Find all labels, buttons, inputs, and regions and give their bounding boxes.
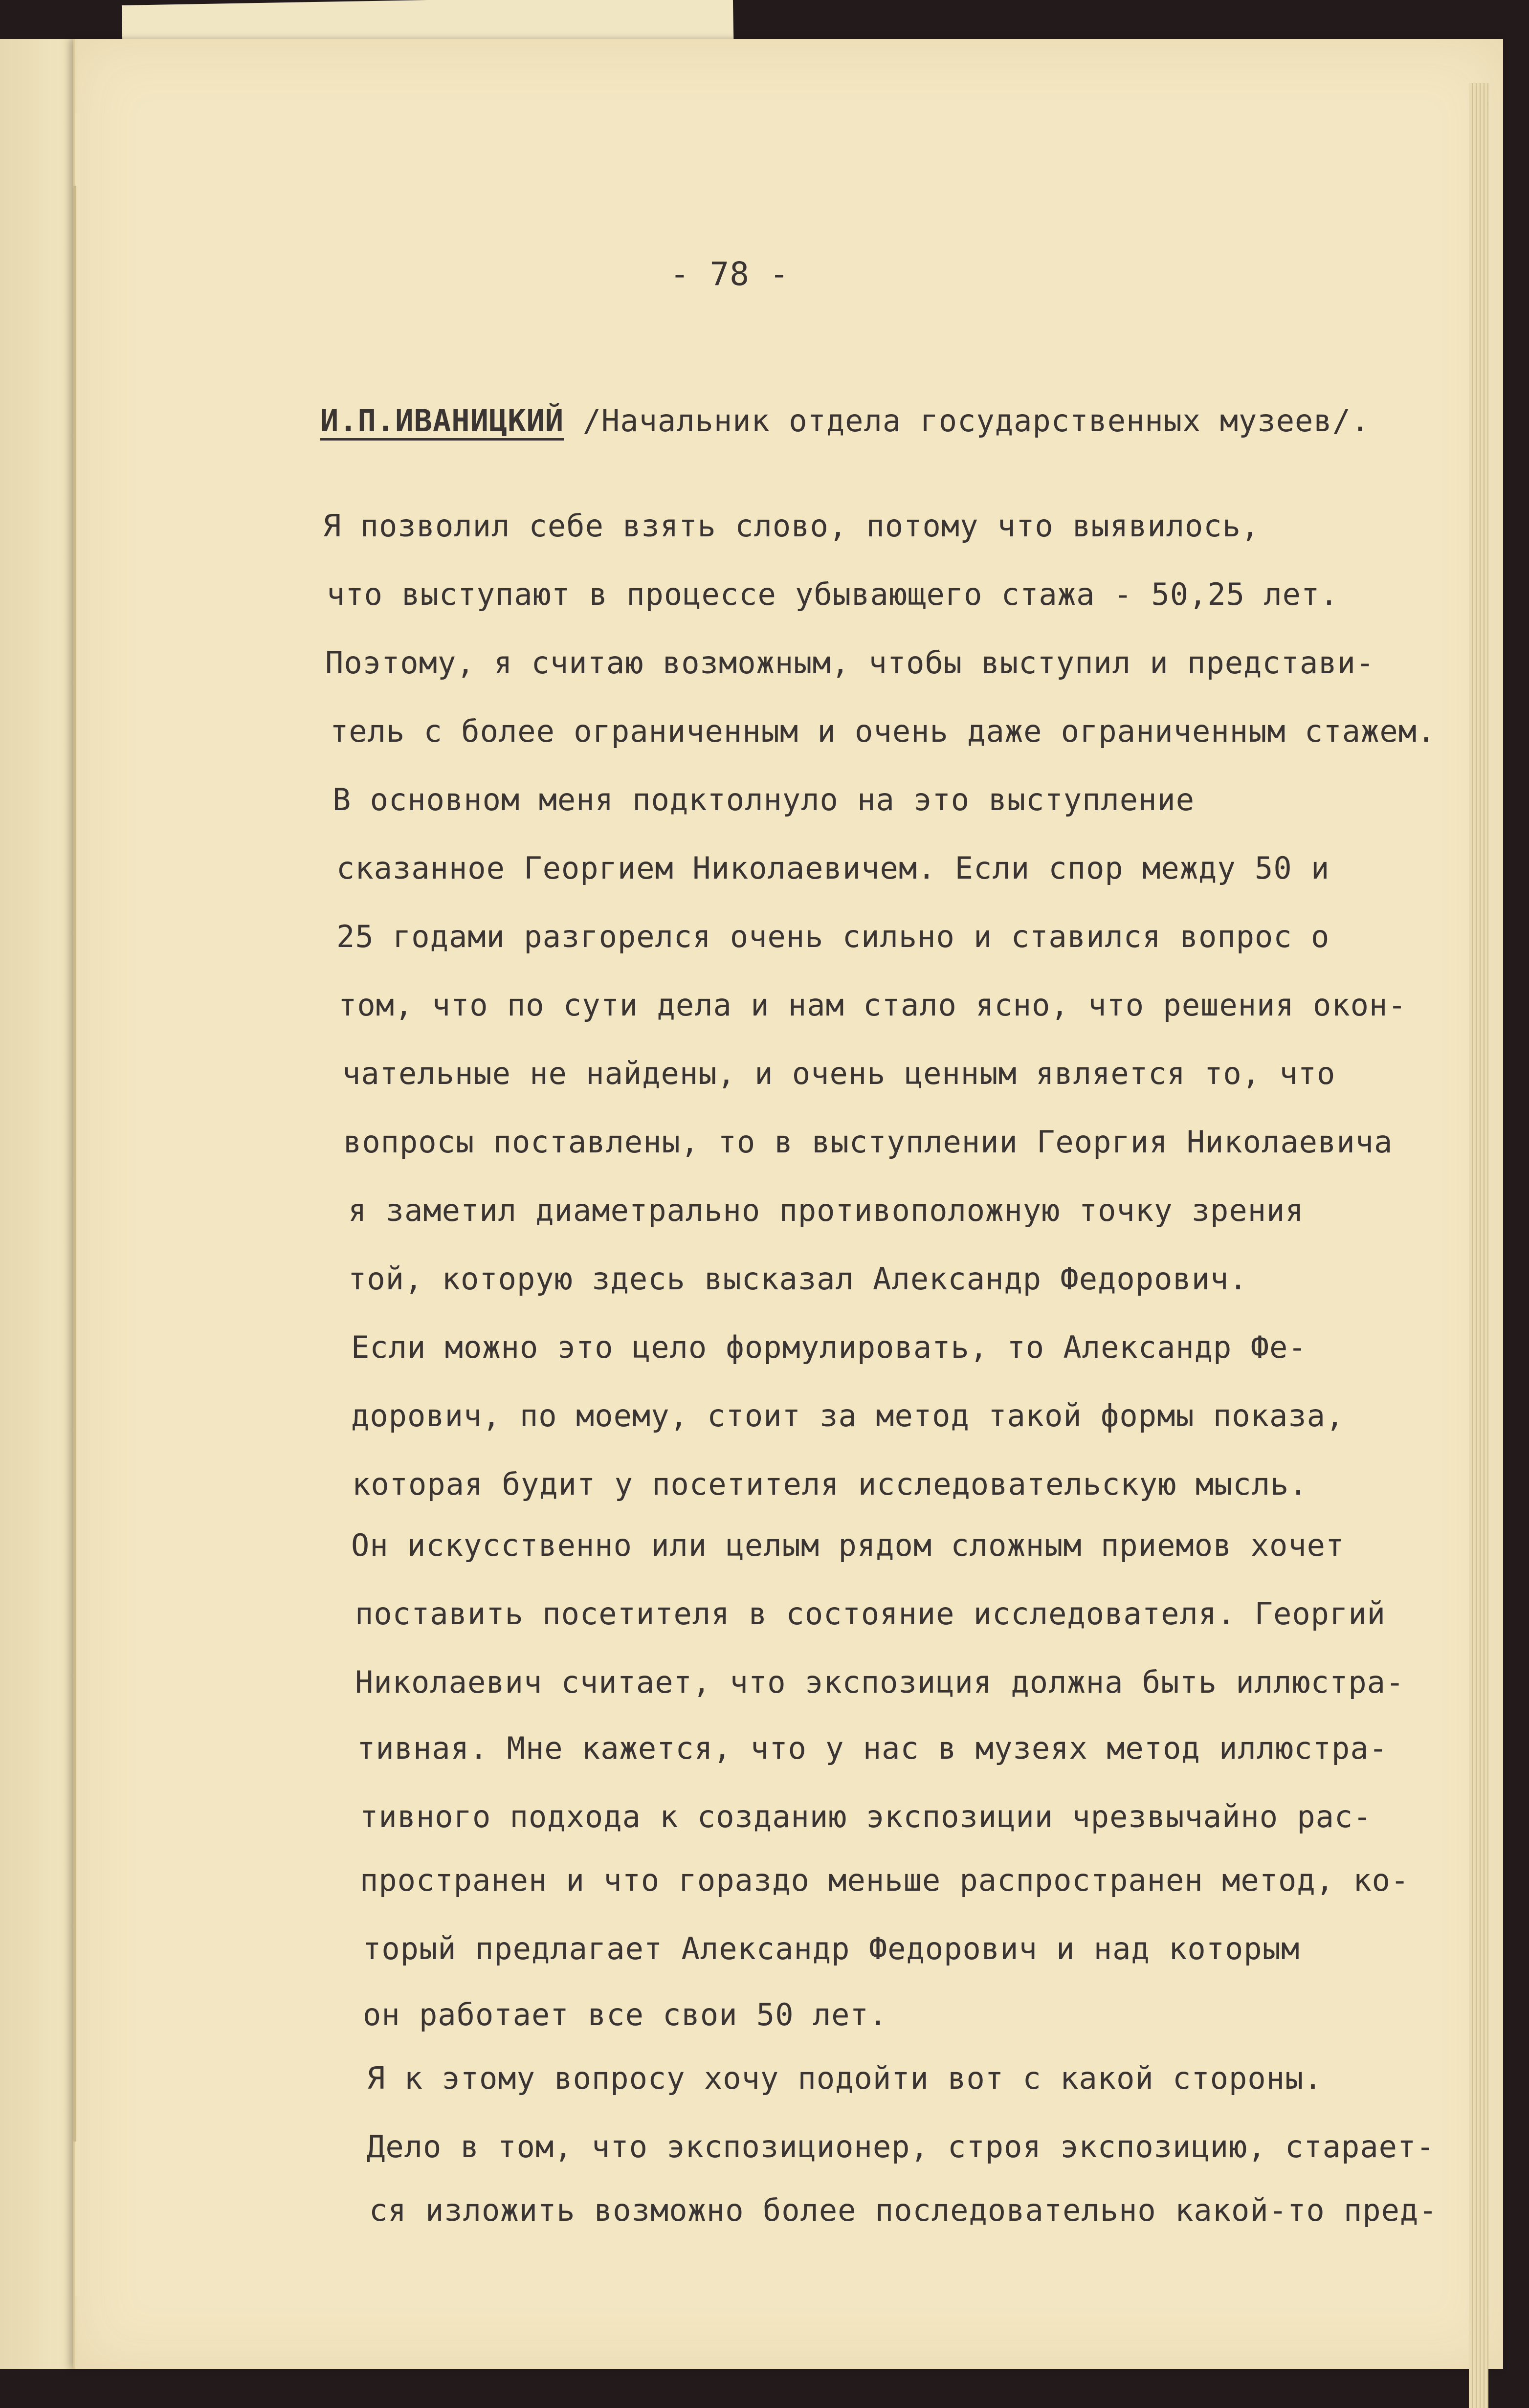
text-line-1: Я позволил себе взять слово, потому что выявилось, xyxy=(323,508,1260,544)
speaker-title: /Начальник отдела государственных музеев/. xyxy=(564,403,1370,439)
text-line-14: дорович, по моему, стоит за метод такой формы показа, xyxy=(351,1398,1345,1434)
text-line-16: Он искусственно или целым рядом сложным приемов хочет xyxy=(351,1527,1345,1563)
text-line-5: В основном меня подктолнуло на это выступление xyxy=(332,782,1195,817)
text-line-20: тивного подхода к созданию экспозиции чрезвычайно рас- xyxy=(360,1799,1372,1834)
text-line-12: той, которую здесь высказал Александр Федорович. xyxy=(348,1261,1248,1297)
speaker-name: И.П.ИВАНИЦКИЙ xyxy=(320,403,564,439)
text-line-17: поставить посетителя в состояние исследователя. Георгий xyxy=(355,1596,1386,1632)
text-line-9: чательные не найдены, и очень ценным является то, что xyxy=(342,1056,1336,1091)
text-line-21: пространен и что гораздо меньше распространен метод, ко- xyxy=(360,1862,1410,1898)
text-line-8: том, что по сути дела и нам стало ясно, что решения окон- xyxy=(338,987,1407,1023)
stacked-page-edges xyxy=(1469,83,1488,2408)
text-line-25: Дело в том, что экспозиционер, строя экспозицию, старает- xyxy=(367,2129,1435,2165)
text-line-7: 25 годами разгорелся очень сильно и ставился вопрос о xyxy=(336,919,1330,954)
page-number: - 78 - xyxy=(670,255,790,293)
text-line-13: Если можно это цело формулировать, то Александр Фе- xyxy=(351,1329,1307,1365)
text-line-26: ся изложить возможно более последовательно какой-то пред- xyxy=(369,2192,1438,2228)
text-line-4: тель с более ограниченным и очень даже ограниченным стажем. xyxy=(330,713,1436,749)
text-line-19: тивная. Мне кажется, что у нас в музеях метод иллюстра- xyxy=(357,1730,1388,1766)
text-line-24: Я к этому вопросу хочу подойти вот с какой стороны. xyxy=(367,2060,1323,2096)
text-line-23: он работает все свои 50 лет. xyxy=(363,1997,888,2032)
text-line-22: торый предлагает Александр Федорович и над которым xyxy=(363,1931,1300,1966)
text-line-11: я заметил диаметрально противоположную точку зрения xyxy=(348,1193,1304,1228)
text-line-18: Николаевич считает, что экспозиция должна быть иллюстра- xyxy=(355,1664,1405,1700)
text-line-10: вопросы поставлены, то в выступлении Георгия Николаевича xyxy=(343,1124,1393,1160)
text-line-15: которая будит у посетителя исследовательскую мысль. xyxy=(352,1466,1308,1502)
text-line-2: что выступают в процессе убывающего стажа - 50,25 лет. xyxy=(327,576,1339,612)
speaker-heading xyxy=(320,403,1370,439)
binding-edge xyxy=(73,186,76,2142)
text-line-3: Поэтому, я считаю возможным, чтобы выступил и представи- xyxy=(325,645,1375,681)
text-line-6: сказанное Георгием Николаевичем. Если спор между 50 и xyxy=(336,850,1330,886)
